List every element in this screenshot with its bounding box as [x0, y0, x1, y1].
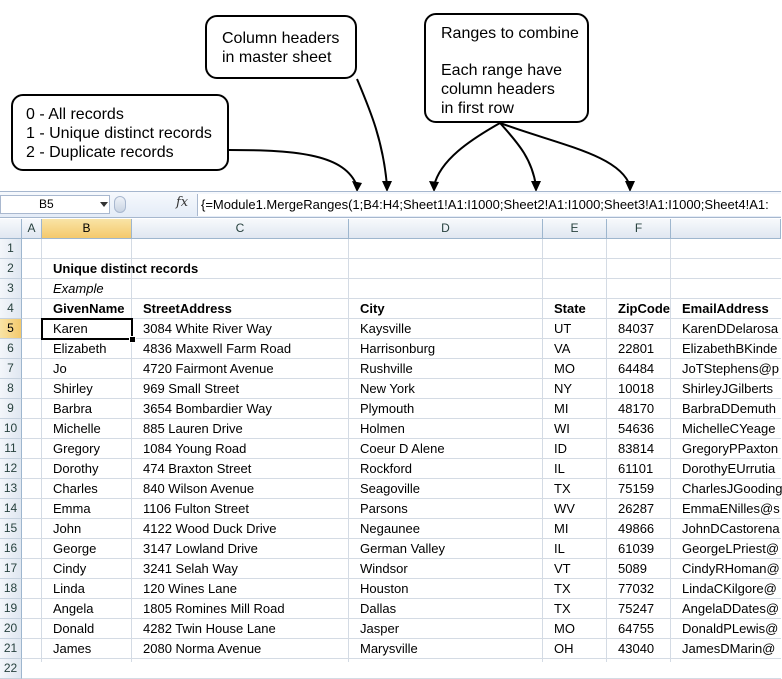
cell-zipcode[interactable]: 26287 — [618, 501, 655, 516]
row-header[interactable]: 7 — [0, 359, 22, 379]
cell-state[interactable]: VA — [554, 341, 571, 356]
cell-state[interactable]: TX — [554, 601, 571, 616]
cell-zipcode[interactable]: 64484 — [618, 361, 655, 376]
cell-zipcode[interactable]: 84037 — [618, 321, 655, 336]
row-header[interactable]: 15 — [0, 519, 22, 539]
header-cell-givenname[interactable]: GivenName — [53, 301, 125, 316]
cell-streetaddress[interactable]: 3147 Lowland Drive — [143, 541, 258, 556]
cell-city[interactable]: New York — [360, 381, 415, 396]
row-header[interactable]: 9 — [0, 399, 22, 419]
row-header[interactable]: 22 — [0, 659, 22, 679]
row-header[interactable]: 20 — [0, 619, 22, 639]
cell-city[interactable]: Negaunee — [360, 521, 420, 536]
callout-line: in master sheet — [222, 49, 332, 66]
row-header[interactable]: 19 — [0, 599, 22, 619]
cell-givenname[interactable]: Charles — [53, 481, 98, 496]
cell-zipcode[interactable]: 77032 — [618, 581, 655, 596]
spreadsheet-grid — [0, 219, 782, 675]
cell-city[interactable]: Windsor — [360, 561, 408, 576]
column-header-g[interactable] — [671, 219, 781, 239]
cell-city[interactable]: Rockford — [360, 461, 413, 476]
cell-zipcode[interactable]: 61039 — [618, 541, 655, 556]
cell-state[interactable]: OH — [554, 641, 574, 656]
cell-city[interactable]: Houston — [360, 581, 409, 596]
cell-emailaddress[interactable]: MichelleCYeage — [682, 421, 776, 436]
cell-emailaddress[interactable]: ShirleyJGilberts — [682, 381, 774, 396]
row-header[interactable]: 8 — [0, 379, 22, 399]
cell-zipcode[interactable]: 5089 — [618, 561, 647, 576]
cell-streetaddress[interactable]: 120 Wines Lane — [143, 581, 237, 596]
sheet-subtitle: Example — [53, 281, 104, 296]
cell-streetaddress[interactable]: 969 Small Street — [143, 381, 240, 396]
column-header-b[interactable]: B — [42, 219, 132, 239]
cell-emailaddress[interactable]: JohnDCastorena — [682, 521, 780, 536]
cell-city[interactable]: Kaysville — [360, 321, 412, 336]
chevron-down-icon[interactable] — [100, 202, 108, 207]
cell-zipcode[interactable]: 43040 — [618, 641, 655, 656]
cell-givenname[interactable]: Karen — [53, 321, 88, 336]
cell-state[interactable]: MI — [554, 401, 569, 416]
row-header[interactable]: 1 — [0, 239, 22, 259]
cell-streetaddress[interactable]: 1106 Fulton Street — [143, 501, 249, 516]
cell-state[interactable]: WV — [554, 501, 575, 516]
select-all-corner[interactable] — [0, 219, 22, 239]
cell-state[interactable]: IL — [554, 541, 565, 556]
row-header[interactable]: 21 — [0, 639, 22, 659]
cell-emailaddress[interactable]: CharlesJGooding — [682, 481, 782, 496]
callout-line: Column headers — [222, 30, 340, 47]
formula-bar-splitter[interactable] — [114, 196, 126, 213]
cell-streetaddress[interactable]: 3241 Selah Way — [143, 561, 238, 576]
row-header[interactable]: 17 — [0, 559, 22, 579]
callout-line: in first row — [441, 100, 514, 117]
cell-emailaddress[interactable]: DonaldPLewis@ — [682, 621, 779, 636]
cell-givenname[interactable]: Angela — [53, 601, 94, 616]
cell-state[interactable]: IL — [554, 461, 565, 476]
header-cell-zipcode[interactable]: ZipCode — [618, 301, 670, 316]
cell-streetaddress[interactable]: 840 Wilson Avenue — [143, 481, 255, 496]
row-header[interactable]: 18 — [0, 579, 22, 599]
cell-givenname[interactable]: Elizabeth — [53, 341, 107, 356]
formula-bar — [0, 191, 781, 218]
cell-streetaddress[interactable]: 3654 Bombardier Way — [143, 401, 272, 416]
cell-emailaddress[interactable]: KarenDDelarosa — [682, 321, 779, 336]
cell-emailaddress[interactable]: GeorgeLPriest@ — [682, 541, 780, 556]
cell-givenname[interactable]: Dorothy — [53, 461, 99, 476]
name-box[interactable]: B5 — [0, 195, 110, 214]
cell-state[interactable]: MI — [554, 521, 569, 536]
cell-givenname[interactable]: Linda — [53, 581, 85, 596]
callout-line: Each range have — [441, 62, 562, 79]
row-header[interactable]: 3 — [0, 279, 22, 299]
cell-city[interactable]: Dallas — [360, 601, 397, 616]
cell-zipcode[interactable]: 22801 — [618, 341, 655, 356]
row-header[interactable]: 12 — [0, 459, 22, 479]
cell-zipcode[interactable]: 48170 — [618, 401, 655, 416]
row-header[interactable]: 16 — [0, 539, 22, 559]
header-cell-emailaddress[interactable]: EmailAddress — [682, 301, 769, 316]
insert-function-icon[interactable]: fx — [176, 195, 189, 210]
cell-state[interactable]: TX — [554, 581, 571, 596]
cell-zipcode[interactable]: 61101 — [618, 461, 654, 476]
cell-streetaddress[interactable]: 4122 Wood Duck Drive — [143, 521, 277, 536]
cell-emailaddress[interactable]: EmmaENilles@s — [682, 501, 780, 516]
cell-city[interactable]: Rushville — [360, 361, 413, 376]
cell-state[interactable]: UT — [554, 321, 572, 336]
cell-givenname[interactable]: John — [53, 521, 82, 536]
callout-line: column headers — [441, 81, 555, 98]
cell-givenname[interactable]: Gregory — [53, 441, 100, 456]
row-header[interactable]: 4 — [0, 299, 22, 319]
cell-givenname[interactable]: Shirley — [53, 381, 93, 396]
cell-zipcode[interactable]: 75159 — [618, 481, 655, 496]
cell-emailaddress[interactable]: CindyRHoman@ — [682, 561, 780, 576]
sheet-title: Unique distinct records — [53, 261, 199, 276]
column-header-d[interactable]: D — [349, 219, 543, 239]
cell-streetaddress[interactable]: 4720 Fairmont Avenue — [143, 361, 274, 376]
cell-streetaddress[interactable]: 885 Lauren Drive — [143, 421, 243, 436]
cell-state[interactable]: WI — [554, 421, 570, 436]
arrow-headers — [357, 79, 387, 186]
cell-emailaddress[interactable]: GregoryPPaxton — [682, 441, 779, 456]
fill-handle[interactable] — [129, 336, 136, 343]
cell-zipcode[interactable]: 64755 — [618, 621, 655, 636]
header-cell-state[interactable]: State — [554, 301, 586, 316]
cell-state[interactable]: ID — [554, 441, 567, 456]
header-cell-streetaddress[interactable]: StreetAddress — [143, 301, 232, 316]
callout-line: 0 - All records — [26, 106, 124, 123]
cell-emailaddress[interactable]: JamesDMarin@ — [682, 641, 776, 656]
arrow-mode — [229, 150, 357, 186]
row-header[interactable]: 11 — [0, 439, 22, 459]
cell-streetaddress[interactable]: 1805 Romines Mill Road — [143, 601, 285, 616]
cell-city[interactable]: German Valley — [360, 541, 446, 556]
callout-arrows — [0, 0, 781, 200]
row-header[interactable]: 14 — [0, 499, 22, 519]
cell-streetaddress[interactable]: 474 Braxton Street — [143, 461, 252, 476]
cell-city[interactable]: Harrisonburg — [360, 341, 436, 356]
cell-zipcode[interactable]: 75247 — [618, 601, 655, 616]
cell-givenname[interactable]: Jo — [53, 361, 67, 376]
header-cell-city[interactable]: City — [360, 301, 385, 316]
cell-city[interactable]: Parsons — [360, 501, 408, 516]
column-header-e[interactable]: E — [543, 219, 607, 239]
cell-state[interactable]: MO — [554, 621, 575, 636]
cell-givenname[interactable]: Cindy — [53, 561, 87, 576]
cell-zipcode[interactable]: 49866 — [618, 521, 655, 536]
cell-city[interactable]: Seagoville — [360, 481, 420, 496]
cell-city[interactable]: Marysville — [360, 641, 418, 656]
arrow-range3 — [500, 123, 630, 186]
cell-emailaddress[interactable]: ElizabethBKinde — [682, 341, 778, 356]
cell-emailaddress[interactable]: BarbraDDemuth — [682, 401, 776, 416]
cell-zipcode[interactable]: 54636 — [618, 421, 655, 436]
cell-givenname[interactable]: James — [53, 641, 92, 656]
column-header-f[interactable]: F — [607, 219, 671, 239]
cell-zipcode[interactable]: 10018 — [618, 381, 655, 396]
callout-line: 2 - Duplicate records — [26, 144, 174, 161]
formula-input[interactable]: {=Module1.MergeRanges(1;B4:H4;Sheet1!A1:I1000;Sheet2!A1:I1000;Sheet3!A1:I1000;Sheet4!A1: — [197, 194, 781, 216]
cell-state[interactable]: MO — [554, 361, 575, 376]
cell-city[interactable]: Coeur D Alene — [360, 441, 445, 456]
callout-line: 1 - Unique distinct records — [26, 125, 212, 142]
cell-emailaddress[interactable]: JoTStephens@p — [682, 361, 780, 376]
cell-givenname[interactable]: George — [53, 541, 97, 556]
cell-emailaddress[interactable]: LindaCKilgore@ — [682, 581, 777, 596]
column-header-a[interactable]: A — [22, 219, 42, 239]
cell-givenname[interactable]: Barbra — [53, 401, 93, 416]
row-header[interactable]: 6 — [0, 339, 22, 359]
cell-givenname[interactable]: Emma — [53, 501, 91, 516]
row-header[interactable]: 13 — [0, 479, 22, 499]
cell-givenname[interactable]: Michelle — [53, 421, 101, 436]
cell-state[interactable]: TX — [554, 481, 571, 496]
cell-emailaddress[interactable]: AngelaDDates@ — [682, 601, 780, 616]
cell-city[interactable]: Holmen — [360, 421, 405, 436]
cell-emailaddress[interactable]: DorothyEUrrutia — [682, 461, 776, 476]
row-header[interactable]: 10 — [0, 419, 22, 439]
row-header[interactable]: 2 — [0, 259, 22, 279]
cell-city[interactable]: Jasper — [360, 621, 400, 636]
cell-zipcode[interactable]: 83814 — [618, 441, 655, 456]
cell-state[interactable]: NY — [554, 381, 573, 396]
cell-state[interactable]: VT — [554, 561, 571, 576]
cell-streetaddress[interactable]: 4282 Twin House Lane — [143, 621, 276, 636]
row-header[interactable]: 5 — [0, 319, 22, 339]
cell-streetaddress[interactable]: 2080 Norma Avenue — [143, 641, 262, 656]
cell-streetaddress[interactable]: 3084 White River Way — [143, 321, 272, 336]
cell-city[interactable]: Plymouth — [360, 401, 415, 416]
arrow-range1 — [434, 123, 500, 186]
cell-streetaddress[interactable]: 1084 Young Road — [143, 441, 247, 456]
column-header-c[interactable]: C — [132, 219, 349, 239]
cell-streetaddress[interactable]: 4836 Maxwell Farm Road — [143, 341, 292, 356]
cell-givenname[interactable]: Donald — [53, 621, 95, 636]
active-cell-b5[interactable] — [41, 318, 133, 340]
callout-line: Ranges to combine — [441, 25, 579, 42]
